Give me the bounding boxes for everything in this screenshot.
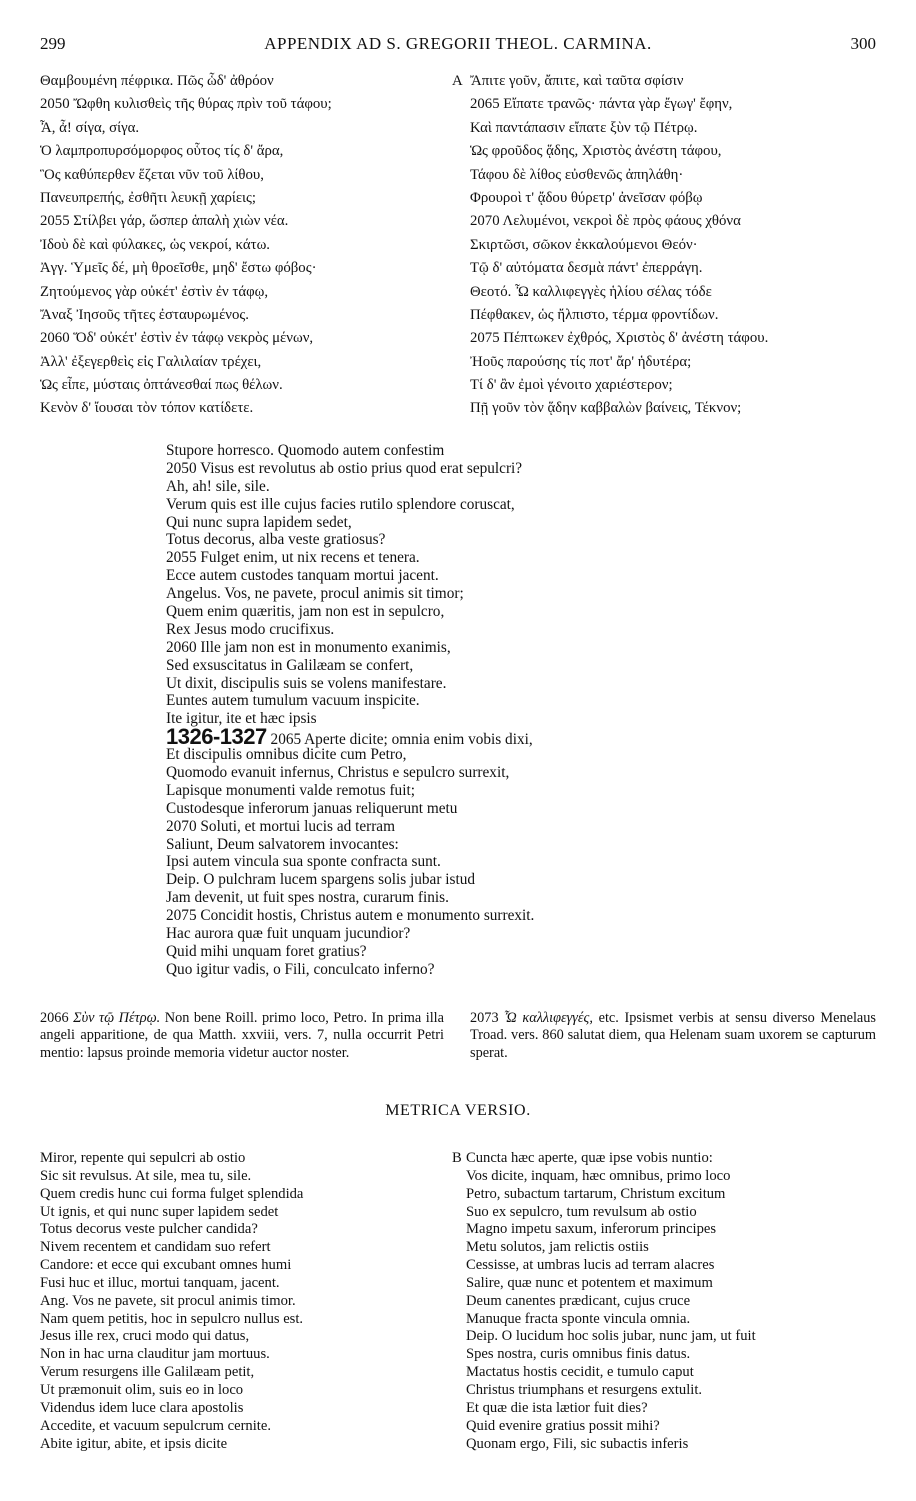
verse-line-text: Quid evenire gratius possit mihi? <box>466 1417 660 1434</box>
latin-line: Saliunt, Deum salvatorem invocantes: <box>166 835 399 853</box>
verse-line-text: Deip. O lucidum hoc solis jubar, nunc jam, ut fuit <box>466 1328 756 1345</box>
latin-translation <box>166 442 726 979</box>
footnote-2073 <box>470 1010 876 1062</box>
verse-line <box>452 1239 892 1257</box>
greek-line-text: 2070 Λελυμένοι, νεκροὶ δὲ πρὸς φάους χθόνα <box>470 213 741 230</box>
footnote-ref: 2066 <box>40 1010 69 1026</box>
greek-line <box>452 187 892 210</box>
greek-line: Ἰδοὺ δὲ καὶ φύλακες, ὡς νεκροί, κάτω. <box>40 236 271 253</box>
latin-line: Sed exsuscitatus in Galilæam se confert, <box>166 656 414 674</box>
verse-line <box>452 1328 892 1346</box>
verse-line <box>452 1168 892 1186</box>
greek-line <box>452 374 892 397</box>
verse-line: Ut ignis, et qui nunc super lapidem sedet <box>40 1203 279 1220</box>
latin-line: 2075 Concidit hostis, Christus autem e monumento surrexit. <box>166 907 535 925</box>
verse-line: Nivem recentem et candidam suo refert <box>40 1239 271 1256</box>
verse-line-text: Petro, subactum tartarum, Christum excitum <box>466 1185 726 1202</box>
latin-line: Ah, ah! sile, sile. <box>166 477 270 495</box>
verse-line-text: Cessisse, at umbras lucis ad terram alacres <box>466 1257 715 1274</box>
verse-line <box>452 1257 892 1275</box>
latin-line: Angelus. Vos, ne pavete, procul animis sit timor; <box>166 585 464 603</box>
verse-line: Miror, repente qui sepulcri ab ostio <box>40 1150 246 1166</box>
verse-line: Fusi huc et illuc, mortui tanquam, jacent. <box>40 1274 280 1291</box>
verse-line <box>452 1150 892 1168</box>
verse-line-text: Cuncta hæc aperte, quæ ipse vobis nuntio: <box>466 1150 713 1166</box>
greek-line-text: 2075 Πέπτωκεν ἐχθρός, Χριστὸς δ' ἀνέστη τάφου. <box>470 330 769 347</box>
page-header <box>40 34 876 58</box>
greek-line: Ἀγγ. Ὑμεῖς δέ, μὴ θροεῖσθε, μηδ' ἔστω φόβος· <box>40 260 317 277</box>
greek-line: Ἄναξ Ἰησοῦς τῆτες ἐσταυρωμένος. <box>40 306 249 323</box>
greek-line <box>452 164 892 187</box>
verse-line <box>452 1275 892 1293</box>
greek-line: Ζητούμενος γὰρ οὐκέτ' ἐστὶν ἐν τάφῳ, <box>40 283 269 300</box>
verse-line-text: Vos dicite, inquam, hæc omnibus, primo loco <box>466 1167 731 1184</box>
latin-line: Verum quis est ille cujus facies rutilo splendore coruscat, <box>166 495 515 513</box>
verse-line <box>452 1204 892 1222</box>
footnote-ref: 2073 <box>470 1010 499 1026</box>
column-marker-b: B <box>452 1150 462 1166</box>
latin-line-text: 2065 Aperte dicite; omnia enim vobis dixi, <box>270 731 533 749</box>
greek-line <box>452 117 892 140</box>
verse-line-text: Salire, quæ nunc et potentem et maximum <box>466 1274 713 1291</box>
greek-line: Ὃς καθύπερθεν ἕζεται νῦν τοῦ λίθου, <box>40 166 264 183</box>
page-number-left: 299 <box>40 34 66 53</box>
greek-line: Ἀλλ' ἐξεγερθεὶς εἰς Γαλιλαίαν τρέχει, <box>40 353 262 370</box>
verse-line: Non in hac urna clauditur jam mortuus. <box>40 1346 270 1363</box>
latin-line: Stupore horresco. Quomodo autem confestim <box>166 442 445 459</box>
greek-line <box>452 327 892 350</box>
metrica-left-column <box>40 1150 440 1453</box>
greek-line <box>452 234 892 257</box>
page-number-right: 300 <box>850 34 876 53</box>
verse-line: Candore: et ecce qui excubant omnes humi <box>40 1257 292 1274</box>
verse-line-text: Metu solutos, jam relictis ostiis <box>466 1239 649 1256</box>
greek-line-text: 2065 Εἴπατε τρανῶς· πάντα γὰρ ἔγωγ' ἔφην, <box>470 96 733 113</box>
latin-line: Qui nunc supra lapidem sedet, <box>166 513 352 531</box>
column-marker-a: A <box>452 73 463 89</box>
greek-line-text: Φρουροὶ τ' ᾄδου θύρετρ' ἀνεῖσαν φόβῳ <box>470 189 703 206</box>
greek-line-text: Ὡς φροῦδος ᾅδης, Χριστὸς ἀνέστη τάφου, <box>470 143 722 160</box>
latin-line <box>166 724 726 750</box>
latin-line: Lapisque monumenti valde remotus fuit; <box>166 781 415 799</box>
greek-line-text: Ἄπιτε γοῦν, ἄπιτε, καὶ ταῦτα σφίσιν <box>470 73 684 89</box>
greek-line: Πανευπρεπής, ἐσθῆτι λευκῇ χαρίεις; <box>40 189 256 206</box>
metrica-right-column <box>452 1150 892 1453</box>
greek-line <box>452 93 892 116</box>
greek-line-text: Σκιρτῶσι, σῶκον ἐκκαλούμενοι Θεόν· <box>470 236 698 253</box>
latin-line: 2055 Fulget enim, ut nix recens et tenera. <box>166 549 420 567</box>
latin-line: Custodesque inferorum januas reliquerunt metu <box>166 799 458 817</box>
footnote-greek: Ὦ καλλιφεγγές, <box>504 1010 593 1026</box>
verse-line <box>452 1293 892 1311</box>
greek-line: 2060 Ὅδ' οὐκέτ' ἐστὶν ἐν τάφῳ νεκρὸς μένων, <box>40 330 314 347</box>
verse-line-text: Et quæ die ista lætior fuit dies? <box>466 1399 648 1416</box>
greek-text-right-column <box>452 70 892 421</box>
latin-line: Quid mihi unquam foret gratius? <box>166 942 367 960</box>
greek-line <box>452 140 892 163</box>
greek-line-text: Ἠοῦς παρούσης τίς ποτ' ἄρ' ἡδυτέρα; <box>470 353 692 370</box>
latin-line: Rex Jesus modo crucifixus. <box>166 620 335 638</box>
greek-line: Ὁ λαμπροπυρσόμορφος οὗτος τίς δ' ἄρα, <box>40 143 284 160</box>
verse-line-text: Deum canentes prædicant, cujus cruce <box>466 1292 691 1309</box>
latin-line: Totus decorus, alba veste gratiosus? <box>166 531 386 549</box>
verse-line: Nam quem petitis, hoc in sepulcro nullus est. <box>40 1310 304 1327</box>
footnote-text: etc. Ipsismet verbis at sensu diverso Menelaus Troad. vers. 860 salutat diem, qua Helenam suam uxorem se capturum sperat. <box>470 1010 876 1061</box>
verse-line: Sic sit revulsus. At sile, mea tu, sile. <box>40 1167 252 1184</box>
verse-line <box>452 1400 892 1418</box>
latin-line: Euntes autem tumulum vacuum inspicite. <box>166 692 420 710</box>
footnote-text: Non bene Roill. primo loco, Petro. In prima illa angeli apparitione, de qua Matth. xxviii, vers. 7, nulla occurrit Petri mentio: lapsus proinde memoria videtur auctor noster. <box>40 1010 444 1061</box>
verse-line <box>452 1364 892 1382</box>
verse-line <box>452 1311 892 1329</box>
latin-line: Jam devenit, ut fuit spes nostra, curarum finis. <box>166 889 449 907</box>
greek-line: Ἆ, ἆ! σίγα, σίγα. <box>40 119 140 136</box>
verse-line: Abite igitur, abite, et ipsis dicite <box>40 1435 228 1452</box>
section-title: METRICA VERSIO. <box>385 1102 531 1119</box>
verse-line <box>452 1436 892 1454</box>
latin-line: Deip. O pulchram lucem spargens solis jubar istud <box>166 871 475 889</box>
greek-line: 2055 Στίλβει γάρ, ὥσπερ ἁπαλὴ χιὼν νέα. <box>40 213 289 230</box>
latin-line: Ut dixit, discipulis suis se volens manifestare. <box>166 674 447 692</box>
greek-line: Κενὸν δ' ἴουσαι τὸν τόπον κατίδετε. <box>40 400 254 417</box>
verse-line: Totus decorus veste pulcher candida? <box>40 1221 258 1238</box>
verse-line <box>452 1346 892 1364</box>
greek-text-left-column <box>40 70 460 421</box>
verse-line <box>452 1221 892 1239</box>
verse-line <box>452 1418 892 1436</box>
greek-line <box>452 257 892 280</box>
verse-line: Quem credis hunc cui forma fulget splendida <box>40 1185 304 1202</box>
verse-line: Videndus idem luce clara apostolis <box>40 1399 244 1416</box>
greek-line-text: Καὶ παντάπασιν εἴπατε ξὺν τῷ Πέτρῳ. <box>470 119 698 136</box>
latin-line: 2050 Visus est revolutus ab ostio prius quod erat sepulcri? <box>166 459 523 477</box>
verse-line-text: Manuque fracta sponte vincula omnia. <box>466 1310 691 1327</box>
latin-line: Ipsi autem vincula sua sponte confracta sunt. <box>166 853 441 871</box>
greek-line: Ὡς εἶπε, μύσταις ὀπτάνεσθαί πως θέλων. <box>40 377 283 394</box>
verse-line <box>452 1382 892 1400</box>
footnote-greek: Σὺν τῷ Πέτρῳ. <box>73 1010 161 1026</box>
latin-line: Et discipulis omnibus dicite cum Petro, <box>166 746 407 764</box>
latin-line: Quomodo evanuit infernus, Christus e sepulcro surrexit, <box>166 764 510 782</box>
latin-line: Hac aurora quæ fuit unquam jucundior? <box>166 925 411 943</box>
verse-line-text: Magno impetu saxum, inferorum principes <box>466 1221 717 1238</box>
verse-line: Ut præmonuit olim, suis eo in loco <box>40 1381 244 1398</box>
latin-line: 2070 Soluti, et mortui lucis ad terram <box>166 817 395 835</box>
running-title: APPENDIX AD S. GREGORII THEOL. CARMINA. <box>264 34 652 53</box>
greek-line: 2050 Ὤφθη κυλισθεὶς τῆς θύρας πρὶν τοῦ τάφου; <box>40 96 332 113</box>
greek-line <box>452 281 892 304</box>
verse-line: Accedite, et vacuum sepulcrum cernite. <box>40 1417 271 1434</box>
greek-line <box>452 351 892 374</box>
verse-line-text: Quonam ergo, Fili, sic subactis inferis <box>466 1435 689 1452</box>
greek-line-text: Πέφθακεν, ὡς ἤλπιστο, τέρμα φροντίδων. <box>470 306 719 323</box>
latin-line: Ite igitur, ite et hæc ipsis <box>166 710 317 728</box>
greek-line <box>452 304 892 327</box>
latin-line: Quo igitur vadis, o Fili, conculcato inferno? <box>166 960 435 978</box>
greek-line: Θαμβουμένη πέφρικα. Πῶς ὧδ' ἀθρόον <box>40 73 274 89</box>
latin-line: Quem enim quæritis, jam non est in sepulcro, <box>166 603 445 621</box>
greek-line-text: Πῇ γοῦν τὸν ᾅδην καββαλὼν βαίνεις, Τέκνον; <box>470 400 742 417</box>
greek-line-text: Θεοτό. Ὦ καλλιφεγγὲς ἡλίου σέλας τόδε <box>470 283 712 300</box>
verse-line-text: Spes nostra, curis omnibus finis datus. <box>466 1346 691 1363</box>
greek-line <box>452 397 892 420</box>
latin-line: 2060 Ille jam non est in monumento exanimis, <box>166 638 451 656</box>
verse-line-text: Mactatus hostis cecidit, e tumulo caput <box>466 1364 694 1381</box>
greek-line-text: Τῷ δ' αὐτόματα δεσμὰ πάντ' ἐπερράγη. <box>470 260 703 277</box>
greek-line-text: Τί δ' ἂν ἐμοὶ γένοιτο χαριέστερον; <box>470 377 673 394</box>
verse-line <box>452 1186 892 1204</box>
verse-line: Verum resurgens ille Galilæam petit, <box>40 1364 255 1381</box>
greek-line <box>452 70 892 93</box>
greek-line-text: Τάφου δὲ λίθος εὐσθενῶς ἀπηλάθη· <box>470 166 684 183</box>
verse-line: Ang. Vos ne pavete, sit procul animis timor. <box>40 1292 296 1309</box>
footnote-2066 <box>40 1010 444 1062</box>
verse-line-text: Christus triumphans et resurgens extulit. <box>466 1381 703 1398</box>
column-number-marker: 1326-1327 <box>166 724 267 750</box>
latin-line: Ecce autem custodes tanquam mortui jacent. <box>166 567 439 585</box>
greek-line <box>452 210 892 233</box>
verse-line: Jesus ille rex, cruci modo qui datus, <box>40 1328 250 1345</box>
verse-line-text: Suo ex sepulcro, tum revulsum ab ostio <box>466 1203 697 1220</box>
